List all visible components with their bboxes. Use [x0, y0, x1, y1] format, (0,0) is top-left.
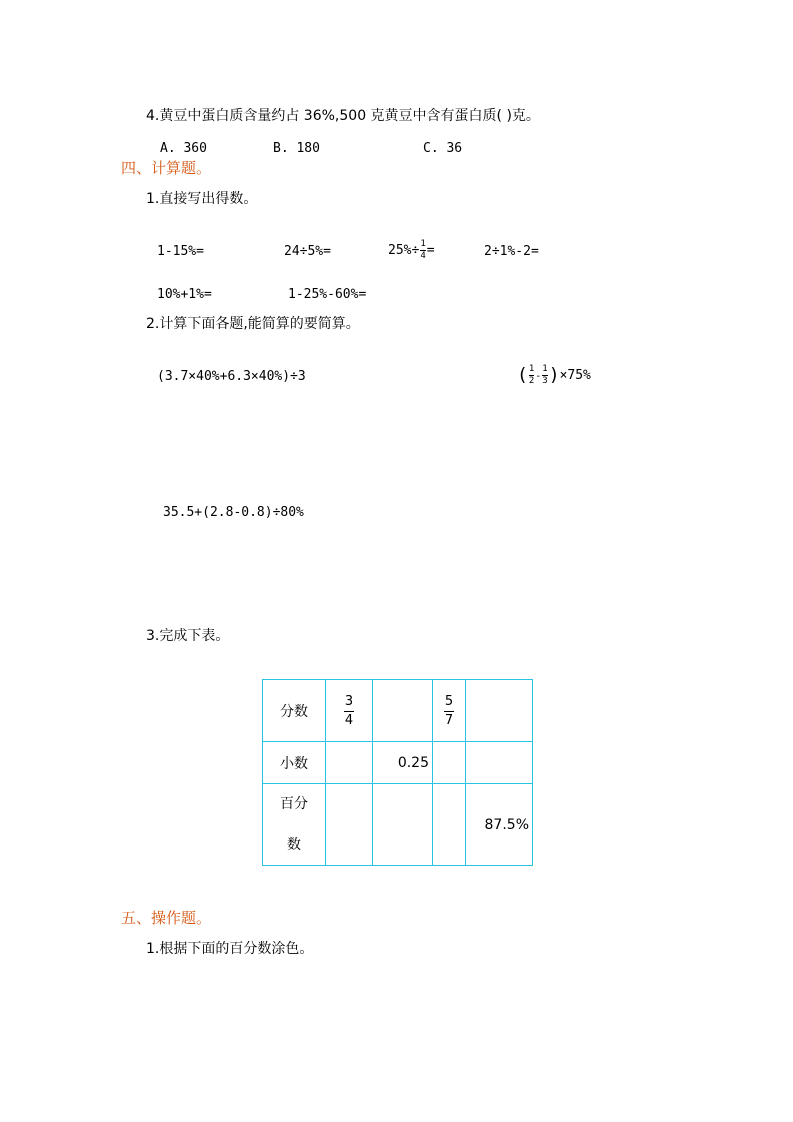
option-a: A. 360: [160, 141, 207, 156]
calc-item-3: [388, 240, 435, 261]
cell-percent-value: 87.5%: [466, 784, 533, 866]
row-label-percent: [263, 784, 326, 866]
part-3-title: 3.完成下表。: [146, 628, 230, 644]
question-4-text: 4.黄豆中蛋白质含量约占 36%,500 克黄豆中含有蛋白质( )克。: [146, 108, 540, 124]
table-row-decimal: [263, 742, 533, 784]
cell-blank: [373, 784, 433, 866]
cell-blank: [466, 680, 533, 742]
table-row-percent: [263, 784, 533, 866]
section-4-heading: 四、计算题。: [121, 159, 212, 177]
fraction-denominator: 7: [444, 713, 454, 728]
cell-blank: [373, 680, 433, 742]
section-5-part-1-title: 1.根据下面的百分数涂色。: [146, 941, 314, 957]
option-b: B. 180: [273, 141, 320, 156]
cell-blank: [433, 742, 466, 784]
fraction-numerator: 5: [444, 694, 454, 710]
cell-blank: [326, 784, 373, 866]
row-label-percent-line-2: 数: [287, 836, 301, 853]
section-5-heading: 五、操作题。: [121, 909, 212, 927]
fraction-numerator: 1: [420, 239, 426, 249]
fraction-denominator: 4: [420, 251, 426, 261]
expression-2: ( $\frac{1}{2}$ - $\frac{1}{3}$ )×75%: [517, 364, 591, 386]
calc-item-3-prefix: 25%÷: [388, 243, 420, 258]
fraction-numerator: 3: [344, 694, 354, 710]
row-label-decimal: 小数: [263, 742, 326, 784]
calc-item-2: 24÷5%=: [284, 244, 331, 259]
fraction-numerator: 1: [542, 364, 548, 374]
expression-1: (3.7×40%+6.3×40%)÷3: [157, 369, 306, 384]
cell-fraction-5-7: [433, 680, 466, 742]
calc-item-4: 2÷1%-2=: [484, 244, 539, 259]
row-label-percent-line-1: 百分: [280, 796, 308, 812]
fraction-denominator: 2: [528, 376, 535, 386]
table-row-fraction: [263, 680, 533, 742]
calc-item-6: 1-25%-60%=: [288, 287, 367, 302]
fraction-one-third: [542, 365, 547, 386]
calc-item-5: 10%+1%=: [157, 287, 212, 302]
calc-item-1: 1-15%=: [157, 244, 204, 259]
cell-decimal-value: 0.25: [373, 742, 433, 784]
fraction-denominator: 3: [542, 376, 548, 386]
fraction-one-half: [529, 365, 534, 386]
expression-2-tail: ×75%: [559, 368, 591, 383]
cell-blank: [433, 784, 466, 866]
part-2-title: 2.计算下面各题,能简算的要简算。: [146, 316, 360, 332]
minus-sign: -: [535, 371, 542, 382]
cell-blank: [326, 742, 373, 784]
fraction-denominator: 4: [344, 713, 354, 728]
cell-blank: [466, 742, 533, 784]
option-c: C. 36: [423, 141, 463, 156]
fraction-one-quarter: [420, 240, 425, 261]
expression-3: 35.5+(2.8-0.8)÷80%: [163, 505, 304, 520]
conversion-table: [262, 679, 533, 866]
calc-item-3-suffix: =: [426, 243, 435, 258]
part-1-title: 1.直接写出得数。: [146, 191, 258, 207]
row-label-fraction: 分数: [263, 680, 326, 742]
cell-fraction-3-4: [326, 680, 373, 742]
fraction-numerator: 1: [528, 364, 535, 374]
